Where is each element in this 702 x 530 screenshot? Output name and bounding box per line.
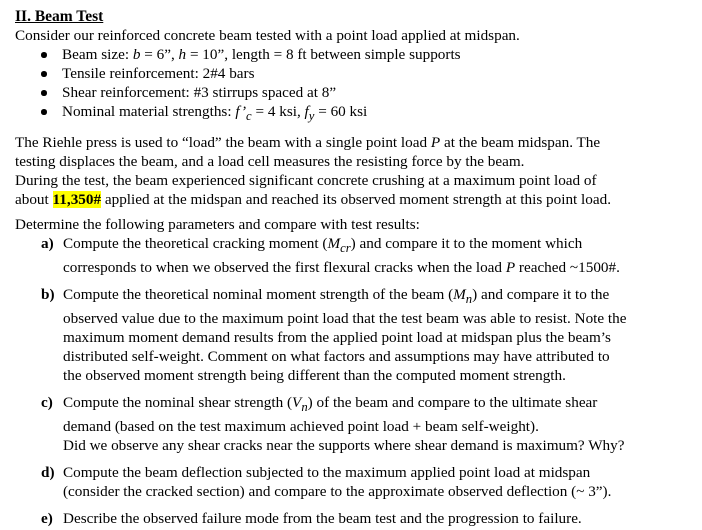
list-item-beam-size: Beam size: b = 6”, h = 10”, length = 8 ft between simple supports bbox=[38, 45, 702, 64]
question-list bbox=[15, 234, 702, 528]
test-description: The Riehle press is used to “load” the beam with a single point load P at the beam midspan. The testing displaces the beam, and a load cell measures the resisting force by the beam. During the test, the beam experienced significant concrete crushing at a maximum point load of about 11,350# applied at the midspan and reached its observed moment strength at this point load. bbox=[15, 134, 612, 209]
section-title: II. Beam Test bbox=[15, 8, 104, 25]
highlighted-max-load: 11,350# bbox=[52, 191, 102, 209]
list-item-tensile-reinforcement: Tensile reinforcement: 2#4 bars bbox=[38, 64, 702, 83]
intro-text: Consider our reinforced concrete beam tested with a point load applied at midspan. bbox=[15, 27, 520, 44]
question-d: d) Compute the beam deflection subjected to the maximum applied point load at midspan (consider the cracked section) and compare to the approximate observed deflection (~ 3”). bbox=[41, 464, 612, 501]
question-e: e) Describe the observed failure mode from the beam test and the progression to failure. bbox=[41, 510, 582, 528]
determine-heading: Determine the following parameters and compare with test results: bbox=[15, 216, 420, 234]
beam-properties-list bbox=[15, 45, 702, 126]
question-c: c) Compute the nominal shear strength $(V_n)$ of the beam and compare to the ultimate shear demand (based on the test maximum achieved point load + beam self-weight). Did we observe any shear cracks near the supports where shear demand is maximum? Why? bbox=[41, 394, 625, 455]
question-a: a) Compute the theoretical cracking moment $(M_{cr})$ and compare it to the moment which corresponds to when we observed the first flexural cracks when the load P reached ~1500#. bbox=[41, 235, 620, 277]
question-b: b) Compute the theoretical nominal moment strength of the beam $(M_n)$ and compare it to the observed value due to the maximum point load that the test beam was able to resist. Note the maximum moment demand results from the applied point load at midspan plus the beam’s distributed self-weight. Comment on what factors and assumptions may have attributed to the observed moment strength being different than the computed moment strength. bbox=[41, 286, 627, 385]
list-item-material-strengths: Nominal material strengths: $f’_c = 4$ ksi, $f_y = 60$ ksi bbox=[38, 102, 702, 126]
list-item-shear-reinforcement: Shear reinforcement: #3 stirrups spaced at 8” bbox=[38, 83, 702, 102]
